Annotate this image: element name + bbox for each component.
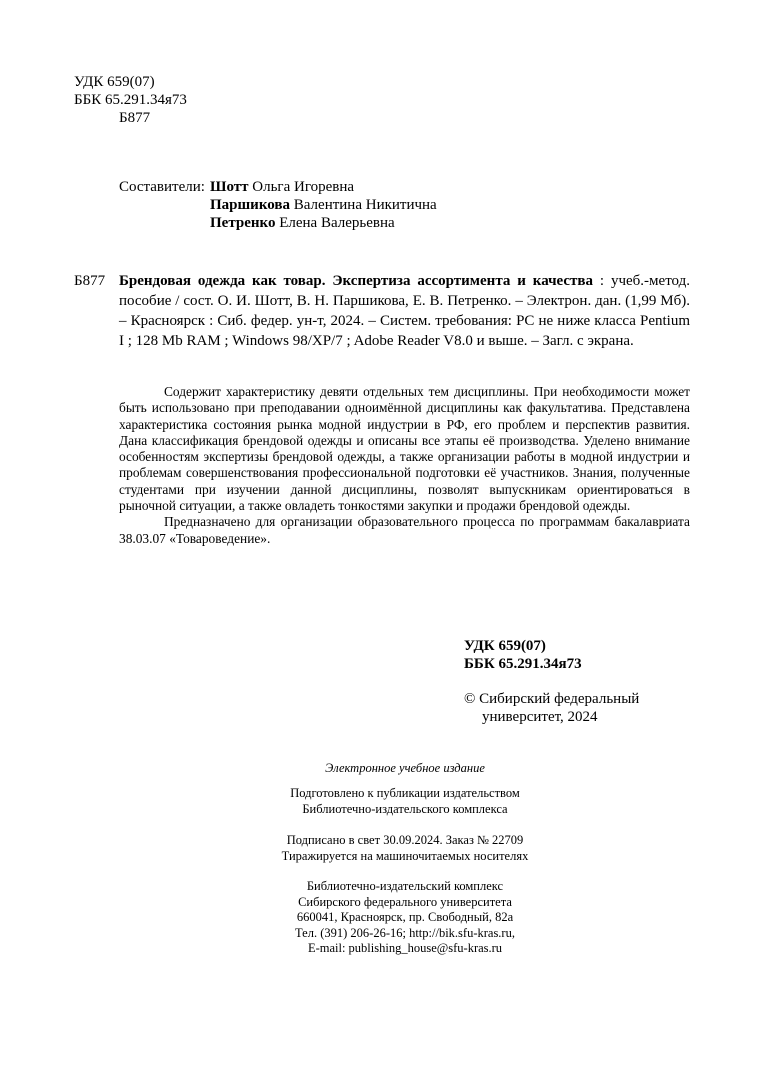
signed-info: [0, 833, 764, 864]
compiler-surname: Шотт: [210, 179, 249, 195]
bibliographic-text: [119, 271, 690, 351]
bbk-code-bottom: ББК 65.291.34я73: [464, 656, 582, 672]
imprint-line: E-mail: publishing_house@sfu-kras.ru: [307, 941, 503, 955]
imprint-line: Библиотечно-издательский комплекс: [306, 879, 504, 893]
imprint-line: Библиотечно-издательского комплекса: [302, 801, 508, 816]
compilers-block: [119, 178, 437, 232]
author-code-top: Б877: [119, 110, 151, 126]
udk-code-bottom: УДК 659(07): [464, 638, 546, 654]
compiler-surname: Паршикова: [210, 197, 290, 213]
compiler-name: Валентина Никитична: [293, 197, 437, 213]
prepared-by: [0, 786, 764, 817]
copyright-line: © Сибирский федеральный: [464, 691, 640, 707]
annotation-paragraph: Предназначено для организации образовательного процесса по программам бакалавриата 38.03.07 «Товароведение».: [119, 514, 690, 546]
book-title: Брендовая одежда как товар. Экспертиза ассортимента и качества: [119, 273, 594, 289]
compiler-surname: Петренко: [210, 215, 276, 231]
annotation: [119, 384, 690, 547]
publisher-info: [0, 879, 764, 957]
imprint-line: Подписано в свет 30.09.2024. Заказ № 22709: [286, 833, 524, 847]
bibliographic-record: [74, 271, 690, 351]
compiler-name: Ольга Игоревна: [252, 179, 355, 195]
compiler-row: [119, 178, 437, 196]
imprint-line: 660041, Красноярск, пр. Свободный, 82а: [296, 910, 514, 924]
annotation-paragraph: Содержит характеристику девяти отдельных тем дисциплины. При необходимости может быть использовано при преподавании одноимённой дисциплины как факультатива. Представлена характеристика состояния рынка модной индустрии в РФ, его проблем и перспектив развития. Дана классификация брендовой одежды и описаны все этапы её производства. Уделено внимание особенностям экспертизы брендовой одежды, а также организации работы в модной индустрии и проблемам совершенствования профессиональной подготовки её участников. Знания, полученные студентами при изучении данной дисциплины, позволят выпускникам ориентироваться в рыночной ситуации, а также овладеть тонкостями закупки и продажи брендовой одежды.: [119, 384, 690, 514]
edition-type: Электронное учебное издание: [325, 761, 485, 775]
imprint-line: Подготовлено к публикации издательством: [290, 786, 520, 800]
compiler-name: Елена Валерьевна: [279, 215, 395, 231]
imprint-line: Тиражируется на машиночитаемых носителях: [281, 848, 529, 863]
bibliographic-code: Б877: [74, 273, 106, 289]
compiler-row: [119, 214, 437, 232]
imprint-line: Тел. (391) 206-26-16; http://bik.sfu-kras.ru,: [295, 925, 515, 940]
imprint-line: Сибирского федерального университета: [298, 894, 512, 909]
bibliographic-description: : учеб.-метод. пособие / сост. О. И. Шотт, В. Н. Паршикова, Е. В. Петренко. – Электрон. дан. (1,99 Мб). – Красноярск : Сиб. федер. ун-т, 2024. – Систем. требования: PC не ниже класса Pentium I ; 128 Mb RAM ; Windows 98/XP/7 ; Adobe Reader V8.0 и выше. – Загл. с экрана.: [119, 273, 691, 349]
compilers-label: Составители:: [119, 179, 205, 195]
compiler-row: [119, 196, 437, 214]
udk-code-top: УДК 659(07): [74, 74, 155, 90]
bbk-code-top: ББК 65.291.34я73: [74, 92, 187, 108]
copyright-line: университет, 2024: [482, 709, 598, 725]
